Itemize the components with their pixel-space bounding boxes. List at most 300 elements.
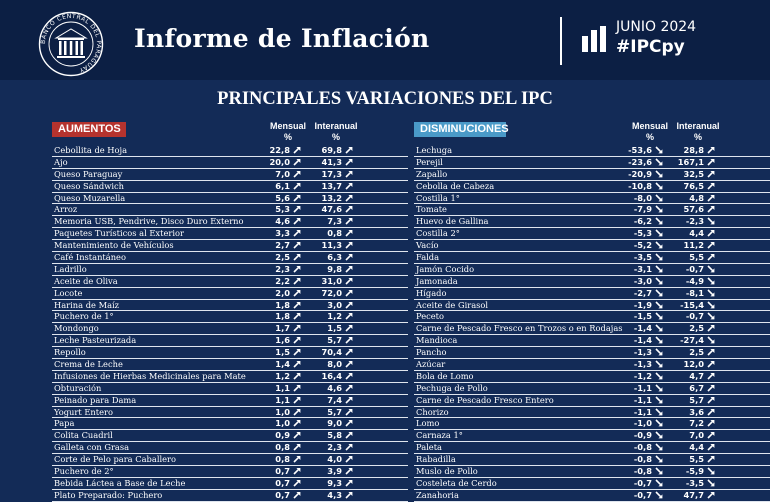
arrow-up-icon [707, 360, 715, 371]
item-name: Memoria USB, Pendrive, Disco Duro Externo [54, 216, 244, 227]
arrow-down-icon [655, 384, 663, 395]
table-row [414, 383, 770, 395]
monthly-value: 0,7 [275, 489, 290, 500]
arrow-up-icon [707, 348, 715, 359]
arrow-up-icon [707, 205, 715, 216]
arrow-up-icon [707, 182, 715, 193]
item-name: Cebolla de Cabeza [416, 180, 495, 191]
report-title: Informe de Inflación [134, 24, 430, 53]
yearly-value: 13,2 [321, 192, 342, 203]
item-name: Lechuga [416, 145, 453, 155]
yearly-value: 47,6 [321, 204, 342, 215]
arrow-down-icon [707, 336, 715, 347]
arrow-up-icon [293, 241, 301, 252]
arrow-up-icon [293, 158, 301, 169]
monthly-value: -6,2 [633, 216, 652, 227]
yearly-value: 9,0 [327, 418, 342, 429]
monthly-value: -1,4 [633, 335, 652, 346]
table-row [414, 490, 770, 502]
col-header-interanual: Interanual % [676, 121, 720, 142]
table-row [52, 371, 408, 383]
table-row [52, 157, 408, 169]
monthly-value: -0,7 [633, 489, 652, 500]
table-row [52, 454, 408, 466]
monthly-value: -53,6 [628, 145, 652, 155]
item-name: Leche Pasteurizada [54, 335, 137, 346]
table-row [414, 216, 770, 228]
item-name: Peceto [416, 311, 445, 322]
monthly-value: -5,3 [633, 228, 652, 239]
yearly-value: 4,8 [689, 192, 704, 203]
arrow-up-icon [345, 372, 353, 383]
table-row [52, 204, 408, 216]
item-name: Chorizo [416, 406, 449, 417]
table-row [52, 395, 408, 407]
arrow-down-icon [655, 146, 663, 157]
table-row [52, 442, 408, 454]
table-row [414, 430, 770, 442]
item-name: Costilla 1° [416, 192, 460, 203]
arrow-up-icon [707, 372, 715, 383]
item-name: Queso Sándwich [54, 180, 124, 191]
arrow-up-icon [293, 336, 301, 347]
arrow-down-icon [655, 467, 663, 478]
monthly-value: -1,9 [633, 299, 652, 310]
arrow-up-icon [707, 241, 715, 252]
table-row [414, 145, 770, 157]
col-header-mensual: Mensual % [631, 121, 668, 142]
monthly-value: 0,7 [275, 477, 290, 488]
arrow-up-icon [345, 217, 353, 228]
yearly-value: 5,7 [327, 406, 342, 417]
yearly-value: 11,3 [321, 240, 342, 251]
monthly-value: 1,1 [275, 382, 290, 393]
yearly-value: 7,4 [327, 394, 342, 405]
monthly-value: 1,8 [275, 311, 290, 322]
yearly-value: -0,7 [685, 311, 704, 322]
item-name: Paleta [416, 442, 443, 453]
table-row [52, 252, 408, 264]
arrow-up-icon [707, 384, 715, 395]
monthly-value: -5,2 [633, 240, 652, 251]
arrow-up-icon [345, 170, 353, 181]
item-name: Hígado [416, 287, 447, 298]
monthly-value: 1,6 [275, 335, 290, 346]
monthly-value: -0,8 [633, 454, 652, 465]
arrow-up-icon [707, 229, 715, 240]
arrow-up-icon [345, 312, 353, 323]
table-row [52, 264, 408, 276]
arrow-up-icon [345, 491, 353, 502]
increases-table [52, 145, 408, 502]
arrow-down-icon [655, 336, 663, 347]
arrow-up-icon [293, 312, 301, 323]
yearly-value: 16,4 [321, 370, 342, 381]
arrow-up-icon [293, 419, 301, 430]
arrow-down-icon [655, 431, 663, 442]
arrow-up-icon [707, 170, 715, 181]
table-row [52, 169, 408, 181]
monthly-value: -20,9 [628, 168, 652, 179]
monthly-value: 22,8 [269, 145, 290, 155]
monthly-value: 1,0 [275, 406, 290, 417]
yearly-value: 7,2 [689, 418, 704, 429]
arrow-up-icon [293, 491, 301, 502]
monthly-value: -8,0 [633, 192, 652, 203]
monthly-value: -1,3 [633, 359, 652, 370]
table-row [52, 311, 408, 323]
arrow-down-icon [655, 217, 663, 228]
yearly-value: 4,6 [327, 382, 342, 393]
arrow-up-icon [293, 431, 301, 442]
arrow-down-icon [707, 277, 715, 288]
item-name: Paquetes Turísticos al Exterior [54, 228, 184, 239]
arrow-up-icon [293, 467, 301, 478]
item-name: Galleta con Grasa [54, 442, 130, 453]
arrow-up-icon [345, 182, 353, 193]
yearly-value: -2,3 [685, 216, 704, 227]
yearly-value: -15,4 [680, 299, 704, 310]
monthly-value: 1,0 [275, 418, 290, 429]
increases-badge: AUMENTOS [52, 122, 126, 137]
arrow-up-icon [293, 324, 301, 335]
item-name: Aceite de Oliva [54, 275, 118, 286]
yearly-value: 70,4 [321, 347, 342, 358]
monthly-value: -2,7 [633, 287, 652, 298]
table-row [52, 240, 408, 252]
item-name: Carne de Pescado Fresco en Trozos o en Rodajas [416, 323, 623, 334]
arrow-down-icon [707, 312, 715, 323]
arrow-up-icon [707, 194, 715, 205]
arrow-down-icon [707, 289, 715, 300]
item-name: Arroz [54, 204, 78, 215]
arrow-up-icon [345, 443, 353, 454]
section-subtitle: PRINCIPALES VARIACIONES DEL IPC [217, 89, 553, 109]
yearly-value: 4,3 [327, 489, 342, 500]
item-name: Falda [416, 252, 440, 263]
item-name: Papa [54, 418, 75, 429]
yearly-value: 57,6 [683, 204, 704, 215]
table-row [414, 359, 770, 371]
arrow-up-icon [293, 455, 301, 466]
arrow-up-icon [345, 419, 353, 430]
arrow-down-icon [655, 301, 663, 312]
monthly-value: -1,4 [633, 323, 652, 334]
arrow-down-icon [655, 348, 663, 359]
yearly-value: 3,0 [327, 299, 342, 310]
arrow-up-icon [345, 241, 353, 252]
yearly-value: 4,4 [689, 442, 704, 453]
table-row [414, 157, 770, 169]
arrow-up-icon [345, 467, 353, 478]
monthly-value: 20,0 [269, 156, 290, 167]
arrow-up-icon [293, 301, 301, 312]
arrow-up-icon [345, 301, 353, 312]
item-name: Aceite de Girasol [416, 299, 489, 310]
arrow-up-icon [345, 396, 353, 407]
monthly-value: 2,3 [275, 263, 290, 274]
table-row [414, 300, 770, 312]
arrow-down-icon [655, 241, 663, 252]
yearly-value: 72,0 [321, 287, 342, 298]
item-name: Mantenimiento de Vehículos [54, 240, 174, 251]
item-name: Azúcar [416, 359, 446, 370]
arrow-up-icon [707, 158, 715, 169]
item-name: Mondongo [54, 323, 99, 334]
arrow-up-icon [345, 146, 353, 157]
decreases-table [414, 145, 770, 502]
table-row [52, 323, 408, 335]
arrow-down-icon [655, 312, 663, 323]
col-header-interanual: Interanual % [314, 121, 358, 142]
monthly-value: 2,2 [275, 275, 290, 286]
yearly-value: 47,7 [683, 489, 704, 500]
arrow-up-icon [293, 360, 301, 371]
monthly-value: -1,1 [633, 406, 652, 417]
arrow-up-icon [345, 360, 353, 371]
arrow-down-icon [655, 396, 663, 407]
item-name: Rabadilla [416, 454, 456, 465]
monthly-value: -1,5 [633, 311, 652, 322]
item-name: Bola de Lomo [416, 370, 474, 381]
table-row [52, 490, 408, 502]
yearly-value: 32,5 [683, 168, 704, 179]
monthly-value: 2,5 [275, 252, 290, 263]
item-name: Ladrillo [54, 263, 87, 274]
arrow-up-icon [707, 396, 715, 407]
item-name: Corte de Pelo para Caballero [54, 454, 176, 465]
arrow-up-icon [293, 205, 301, 216]
item-name: Locote [54, 287, 83, 298]
arrow-up-icon [345, 205, 353, 216]
yearly-value: -27,4 [680, 335, 704, 346]
item-name: Carne de Pescado Fresco Entero [416, 394, 554, 405]
monthly-value: 1,7 [275, 323, 290, 334]
yearly-value: 167,1 [677, 156, 704, 167]
monthly-value: -3,0 [633, 275, 652, 286]
table-row [414, 323, 770, 335]
arrow-up-icon [293, 146, 301, 157]
arrow-up-icon [293, 396, 301, 407]
monthly-value: -23,6 [628, 156, 652, 167]
monthly-value: -1,3 [633, 347, 652, 358]
item-name: Bebida Láctea a Base de Leche [54, 477, 186, 488]
item-name: Costilla 2° [416, 228, 460, 239]
arrow-down-icon [655, 443, 663, 454]
item-name: Mandioca [416, 335, 458, 346]
item-name: Cebollita de Hoja [54, 145, 128, 155]
item-name: Harina de Maíz [54, 299, 120, 310]
table-row [52, 216, 408, 228]
arrow-up-icon [345, 348, 353, 359]
monthly-value: 0,9 [275, 430, 290, 441]
monthly-value: 7,0 [275, 168, 290, 179]
arrow-down-icon [655, 265, 663, 276]
table-row [52, 300, 408, 312]
arrow-up-icon [345, 336, 353, 347]
table-row [52, 335, 408, 347]
item-name: Obturación [54, 382, 102, 393]
monthly-value: 1,4 [275, 359, 290, 370]
table-row [414, 204, 770, 216]
hashtag: #IPCpy [616, 37, 685, 57]
table-row [52, 288, 408, 300]
item-name: Ajo [54, 156, 68, 167]
monthly-value: -1,0 [633, 418, 652, 429]
arrow-up-icon [293, 384, 301, 395]
arrow-up-icon [293, 443, 301, 454]
monthly-value: -0,9 [633, 430, 652, 441]
item-name: Muslo de Pollo [416, 466, 478, 477]
arrow-up-icon [707, 455, 715, 466]
arrow-up-icon [293, 229, 301, 240]
yearly-value: 76,5 [683, 180, 704, 191]
yearly-value: 6,3 [327, 252, 342, 263]
item-name: Costeleta de Cerdo [416, 477, 497, 488]
monthly-value: 1,2 [275, 370, 290, 381]
table-row [52, 228, 408, 240]
monthly-value: 0,8 [275, 442, 290, 453]
arrow-up-icon [293, 289, 301, 300]
item-name: Peinado para Dama [54, 394, 137, 405]
arrow-up-icon [707, 408, 715, 419]
yearly-value: 8,0 [327, 359, 342, 370]
table-row [414, 418, 770, 430]
item-name: Pechuga de Pollo [416, 382, 488, 393]
report-date: JUNIO 2024 [616, 19, 697, 35]
monthly-value: -3,1 [633, 263, 652, 274]
table-row [52, 407, 408, 419]
yearly-value: 11,2 [683, 240, 704, 251]
yearly-value: 31,0 [321, 275, 342, 286]
arrow-up-icon [293, 170, 301, 181]
arrow-down-icon [655, 408, 663, 419]
yearly-value: -3,5 [685, 477, 704, 488]
table-row [414, 228, 770, 240]
yearly-value: 7,0 [689, 430, 704, 441]
table-row [52, 347, 408, 359]
arrow-down-icon [655, 324, 663, 335]
arrow-up-icon [293, 372, 301, 383]
item-name: Queso Paraguay [54, 168, 123, 179]
arrow-down-icon [707, 265, 715, 276]
yearly-value: 1,5 [327, 323, 342, 334]
monthly-value: -3,5 [633, 252, 652, 263]
yearly-value: 3,9 [327, 466, 342, 477]
table-row [52, 145, 408, 157]
table-row [52, 193, 408, 205]
item-name: Carnaza 1° [416, 430, 463, 441]
arrow-up-icon [293, 217, 301, 228]
table-row [414, 264, 770, 276]
central-bank-seal-icon [38, 11, 104, 77]
yearly-value: -5,9 [685, 466, 704, 477]
yearly-value: 5,7 [327, 335, 342, 346]
monthly-value: 4,6 [275, 216, 290, 227]
item-name: Lomo [416, 418, 440, 429]
yearly-value: 4,0 [327, 454, 342, 465]
svg-text:BANCO CENTRAL DEL PARAGUAY: BANCO CENTRAL DEL PARAGUAY [39, 12, 103, 74]
table-row [414, 276, 770, 288]
item-name: Zanahoria [416, 489, 459, 500]
arrow-up-icon [707, 443, 715, 454]
table-row [414, 193, 770, 205]
table-row [414, 240, 770, 252]
table-row [52, 478, 408, 490]
header-divider [560, 17, 562, 65]
yearly-value: 0,8 [327, 228, 342, 239]
arrow-down-icon [655, 289, 663, 300]
table-row [52, 430, 408, 442]
arrow-down-icon [655, 182, 663, 193]
monthly-value: -0,7 [633, 477, 652, 488]
item-name: Puchero de 2° [54, 466, 114, 477]
col-header-mensual: Mensual % [269, 121, 306, 142]
table-row [414, 371, 770, 383]
monthly-value: -1,1 [633, 382, 652, 393]
arrow-up-icon [707, 253, 715, 264]
arrow-down-icon [655, 205, 663, 216]
item-name: Jamón Cocido [416, 263, 475, 274]
table-row [414, 407, 770, 419]
arrow-up-icon [345, 289, 353, 300]
arrow-up-icon [345, 253, 353, 264]
arrow-up-icon [707, 324, 715, 335]
table-row [52, 359, 408, 371]
yearly-value: 4,7 [689, 370, 704, 381]
table-row [52, 383, 408, 395]
table-row [52, 181, 408, 193]
arrow-down-icon [655, 194, 663, 205]
arrow-up-icon [293, 265, 301, 276]
decreases-badge: DISMINUCIONES [414, 122, 506, 137]
item-name: Yogurt Entero [54, 406, 113, 417]
arrow-up-icon [345, 158, 353, 169]
bar-chart-icon [582, 26, 606, 52]
arrow-up-icon [345, 455, 353, 466]
arrow-up-icon [345, 408, 353, 419]
monthly-value: 3,3 [275, 228, 290, 239]
table-row [414, 478, 770, 490]
arrow-up-icon [293, 408, 301, 419]
monthly-value: 0,8 [275, 454, 290, 465]
arrow-down-icon [655, 158, 663, 169]
arrow-up-icon [293, 277, 301, 288]
arrow-down-icon [655, 253, 663, 264]
arrow-down-icon [655, 170, 663, 181]
yearly-value: 2,3 [327, 442, 342, 453]
yearly-value: 13,7 [321, 180, 342, 191]
monthly-value: 0,7 [275, 466, 290, 477]
yearly-value: 12,0 [683, 359, 704, 370]
arrow-up-icon [345, 265, 353, 276]
monthly-value: 5,6 [275, 192, 290, 203]
arrow-down-icon [707, 467, 715, 478]
yearly-value: 6,7 [689, 382, 704, 393]
item-name: Queso Muzarella [54, 192, 126, 203]
item-name: Plato Preparado: Puchero [54, 489, 163, 500]
monthly-value: -0,8 [633, 442, 652, 453]
table-row [52, 466, 408, 478]
item-name: Jamonada [416, 275, 458, 286]
item-name: Café Instantáneo [54, 252, 126, 263]
monthly-value: 1,1 [275, 394, 290, 405]
monthly-value: -1,2 [633, 370, 652, 381]
monthly-value: 1,5 [275, 347, 290, 358]
table-row [414, 169, 770, 181]
arrow-down-icon [655, 372, 663, 383]
yearly-value: 4,4 [689, 228, 704, 239]
